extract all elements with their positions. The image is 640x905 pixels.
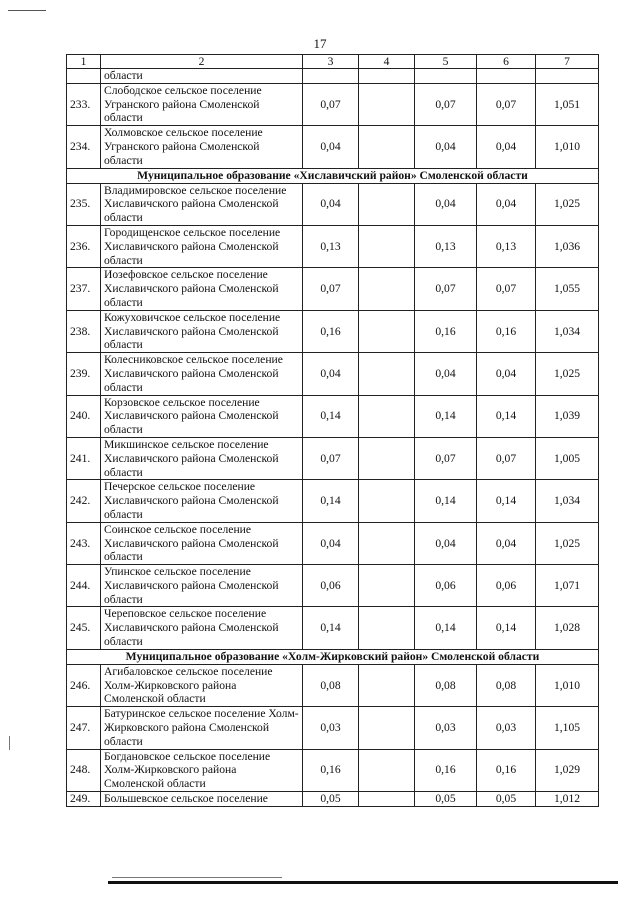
row-number: 243. (67, 522, 101, 564)
value-c7: 1,005 (536, 437, 599, 479)
page-number: 17 (313, 36, 327, 51)
settlement-name: Батуринское сельское поселение Холм-Жирковского района Смоленской области (101, 707, 303, 749)
value-c5: 0,07 (415, 83, 477, 125)
value-c7: 1,051 (536, 83, 599, 125)
settlement-name: Богдановское сельское поселение Холм-Жирковского района Смоленской области (101, 749, 303, 791)
value-c4 (359, 749, 415, 791)
value-c5: 0,04 (415, 522, 477, 564)
value-c4 (359, 522, 415, 564)
value-c7: 1,029 (536, 749, 599, 791)
value-cell (415, 69, 477, 84)
value-c5: 0,14 (415, 395, 477, 437)
settlement-name: Агибаловское сельское поселение Холм-Жирковского района Смоленской области (101, 664, 303, 706)
row-name-cell: области (101, 69, 303, 84)
value-c5: 0,06 (415, 565, 477, 607)
settlement-name: Корзовское сельское поселение Хиславичского района Смоленской области (101, 395, 303, 437)
value-c5: 0,05 (415, 792, 477, 807)
value-c5: 0,08 (415, 664, 477, 706)
row-number: 240. (67, 395, 101, 437)
value-c5: 0,13 (415, 225, 477, 267)
value-c7: 1,055 (536, 268, 599, 310)
value-c4 (359, 664, 415, 706)
value-c7: 1,025 (536, 353, 599, 395)
value-c6: 0,03 (477, 707, 536, 749)
settlement-name: Владимировское сельское поселение Хиславичского района Смоленской области (101, 183, 303, 225)
settlement-name: Череповское сельское поселение Хиславичского района Смоленской области (101, 607, 303, 649)
table-row (67, 707, 599, 749)
continuation-row (67, 69, 599, 84)
row-number: 248. (67, 749, 101, 791)
section-title: Муниципальное образование «Хиславичский район» Смоленской области (67, 168, 599, 183)
bottom-rule-thin (112, 877, 282, 878)
value-c5: 0,04 (415, 353, 477, 395)
value-c4 (359, 268, 415, 310)
value-c3: 0,16 (303, 749, 359, 791)
row-number: 244. (67, 565, 101, 607)
settlement-name: Большевское сельское поселение (101, 792, 303, 807)
table-row (67, 395, 599, 437)
value-c4 (359, 83, 415, 125)
row-number: 236. (67, 225, 101, 267)
row-number: 239. (67, 353, 101, 395)
value-c3: 0,06 (303, 565, 359, 607)
value-c3: 0,07 (303, 437, 359, 479)
value-c3: 0,13 (303, 225, 359, 267)
settlement-name: Кожуховичское сельское поселение Хиславичского района Смоленской области (101, 310, 303, 352)
table-row (67, 607, 599, 649)
column-header: 2 (101, 55, 303, 69)
row-number: 245. (67, 607, 101, 649)
value-c6: 0,13 (477, 225, 536, 267)
table-row (67, 83, 599, 125)
value-c3: 0,04 (303, 183, 359, 225)
value-c3: 0,05 (303, 792, 359, 807)
value-c7: 1,025 (536, 522, 599, 564)
column-header: 3 (303, 55, 359, 69)
value-c4 (359, 707, 415, 749)
value-c4 (359, 565, 415, 607)
value-c5: 0,14 (415, 480, 477, 522)
column-header: 6 (477, 55, 536, 69)
value-c7: 1,012 (536, 792, 599, 807)
value-c4 (359, 353, 415, 395)
row-number: 246. (67, 664, 101, 706)
table-row (67, 664, 599, 706)
value-c7: 1,025 (536, 183, 599, 225)
value-c7: 1,039 (536, 395, 599, 437)
row-number: 249. (67, 792, 101, 807)
column-header: 4 (359, 55, 415, 69)
section-title-row (67, 649, 599, 664)
settlement-name: Слободское сельское поселение Угранского района Смоленской области (101, 83, 303, 125)
table-row (67, 183, 599, 225)
table-row (67, 268, 599, 310)
table-row (67, 225, 599, 267)
column-header: 1 (67, 55, 101, 69)
value-c6: 0,04 (477, 126, 536, 168)
value-c6: 0,04 (477, 353, 536, 395)
settlement-name: Печерское сельское поселение Хиславичского района Смоленской области (101, 480, 303, 522)
value-c4 (359, 480, 415, 522)
value-c7: 1,105 (536, 707, 599, 749)
value-c3: 0,07 (303, 268, 359, 310)
value-c6: 0,05 (477, 792, 536, 807)
table-row (67, 353, 599, 395)
row-number: 233. (67, 83, 101, 125)
value-c6: 0,14 (477, 607, 536, 649)
section-title-row (67, 168, 599, 183)
table-row (67, 522, 599, 564)
settlement-name: Микшинское сельское поселение Хиславичского района Смоленской области (101, 437, 303, 479)
settlement-name: Иозефовское сельское поселение Хиславичского района Смоленской области (101, 268, 303, 310)
value-c5: 0,07 (415, 268, 477, 310)
value-c4 (359, 792, 415, 807)
value-c7: 1,036 (536, 225, 599, 267)
top-left-rule (8, 10, 46, 11)
margin-mark (9, 736, 10, 750)
value-c5: 0,03 (415, 707, 477, 749)
value-c4 (359, 183, 415, 225)
value-c4 (359, 395, 415, 437)
value-c7: 1,034 (536, 480, 599, 522)
row-number: 238. (67, 310, 101, 352)
column-header: 7 (536, 55, 599, 69)
value-c3: 0,03 (303, 707, 359, 749)
table-row (67, 437, 599, 479)
value-c5: 0,07 (415, 437, 477, 479)
table-row (67, 749, 599, 791)
value-c4 (359, 225, 415, 267)
value-c5: 0,16 (415, 749, 477, 791)
value-c7: 1,010 (536, 664, 599, 706)
value-cell (477, 69, 536, 84)
value-c6: 0,14 (477, 480, 536, 522)
value-cell (359, 69, 415, 84)
value-c6: 0,14 (477, 395, 536, 437)
row-number: 247. (67, 707, 101, 749)
value-c6: 0,07 (477, 437, 536, 479)
row-number: 237. (67, 268, 101, 310)
column-header: 5 (415, 55, 477, 69)
header-row (67, 55, 599, 69)
settlement-name: Холмовское сельское поселение Угранского района Смоленской области (101, 126, 303, 168)
table-row (67, 310, 599, 352)
value-c3: 0,14 (303, 395, 359, 437)
value-c3: 0,16 (303, 310, 359, 352)
value-c3: 0,04 (303, 126, 359, 168)
value-cell (303, 69, 359, 84)
bottom-rule-thick (108, 881, 618, 884)
value-c6: 0,07 (477, 83, 536, 125)
table-row (67, 126, 599, 168)
value-c3: 0,08 (303, 664, 359, 706)
value-c7: 1,071 (536, 565, 599, 607)
row-number: 235. (67, 183, 101, 225)
value-c3: 0,04 (303, 522, 359, 564)
value-c7: 1,028 (536, 607, 599, 649)
settlement-name: Упинское сельское поселение Хиславичского района Смоленской области (101, 565, 303, 607)
table-row (67, 480, 599, 522)
settlement-name: Соинское сельское поселение Хиславичского района Смоленской области (101, 522, 303, 564)
row-number: 241. (67, 437, 101, 479)
value-c6: 0,04 (477, 183, 536, 225)
settlement-name: Городищенское сельское поселение Хиславичского района Смоленской области (101, 225, 303, 267)
value-c3: 0,04 (303, 353, 359, 395)
value-c4 (359, 126, 415, 168)
row-number: 242. (67, 480, 101, 522)
value-c3: 0,07 (303, 83, 359, 125)
value-c4 (359, 437, 415, 479)
value-c5: 0,16 (415, 310, 477, 352)
value-c5: 0,14 (415, 607, 477, 649)
row-number-cell (67, 69, 101, 84)
value-c6: 0,08 (477, 664, 536, 706)
value-c6: 0,16 (477, 310, 536, 352)
value-c6: 0,07 (477, 268, 536, 310)
value-c4 (359, 310, 415, 352)
value-c3: 0,14 (303, 480, 359, 522)
value-c6: 0,06 (477, 565, 536, 607)
value-c6: 0,16 (477, 749, 536, 791)
table-row (67, 565, 599, 607)
tariff-table (66, 54, 599, 807)
value-cell (536, 69, 599, 84)
value-c3: 0,14 (303, 607, 359, 649)
section-title: Муниципальное образование «Холм-Жирковский район» Смоленской области (67, 649, 599, 664)
value-c5: 0,04 (415, 126, 477, 168)
row-number: 234. (67, 126, 101, 168)
settlement-name: Колесниковское сельское поселение Хиславичского района Смоленской области (101, 353, 303, 395)
value-c5: 0,04 (415, 183, 477, 225)
value-c6: 0,04 (477, 522, 536, 564)
value-c7: 1,034 (536, 310, 599, 352)
value-c7: 1,010 (536, 126, 599, 168)
value-c4 (359, 607, 415, 649)
table-row (67, 792, 599, 807)
